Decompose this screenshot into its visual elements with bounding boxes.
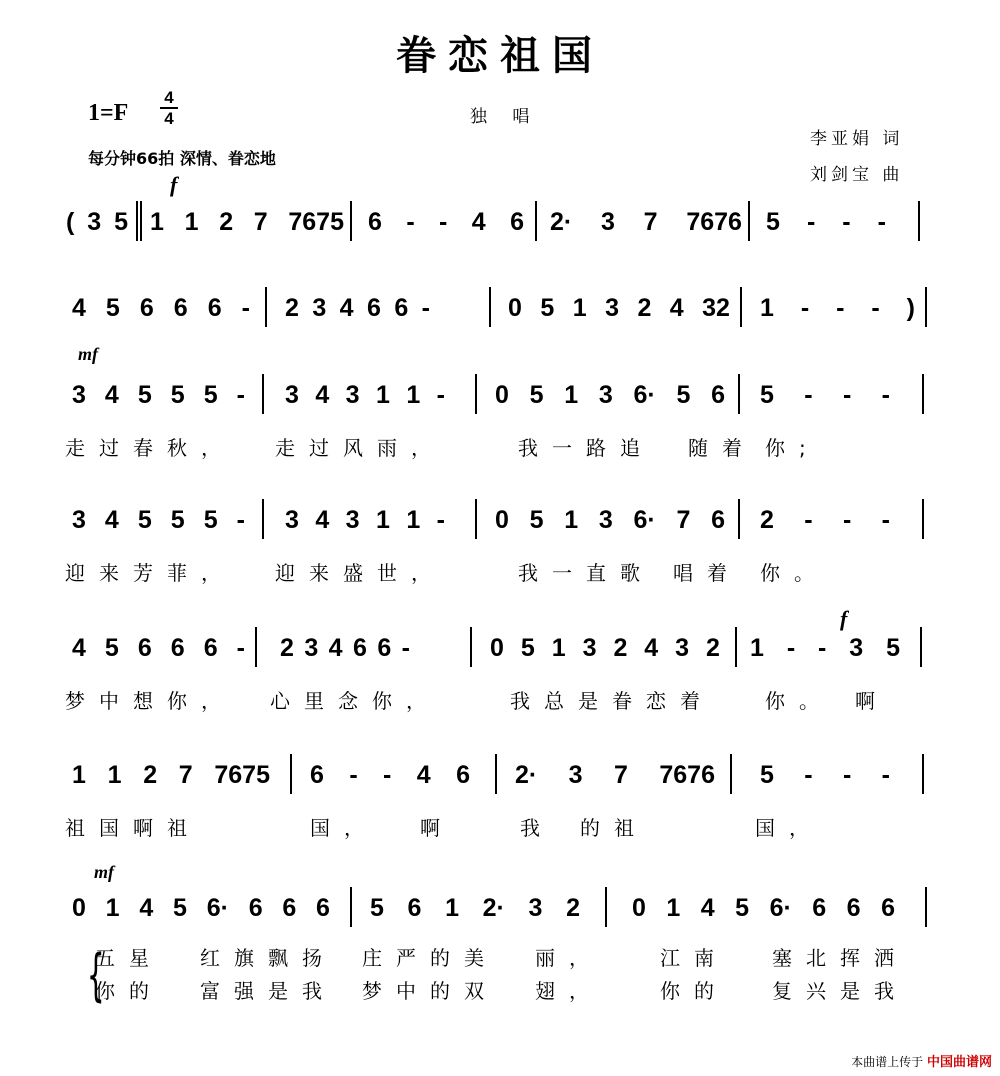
- note: 6: [248, 893, 263, 922]
- lyric: 我: [520, 816, 554, 840]
- dash: -: [439, 207, 448, 236]
- lyric: 走过风雨，: [275, 436, 445, 460]
- note: 5: [173, 893, 187, 922]
- note: 4: [669, 293, 684, 322]
- note: 5: [676, 380, 691, 409]
- measure: [760, 760, 890, 790]
- dash: -: [842, 207, 851, 236]
- note: 6: [203, 633, 218, 662]
- note: 4: [315, 380, 330, 409]
- lyric: 红旗飘扬: [200, 946, 336, 970]
- note: 6: [711, 380, 725, 409]
- dash: -: [401, 633, 410, 662]
- note: 1: [564, 380, 579, 409]
- measure: [285, 293, 430, 323]
- lyric: 国，: [310, 816, 378, 840]
- tempo-marking: 每分钟66拍 深情、眷恋地: [88, 149, 276, 168]
- barline: [748, 201, 750, 241]
- dash: -: [836, 293, 845, 322]
- note: 2: [285, 293, 299, 322]
- note: 6: [207, 293, 222, 322]
- note: 6: [711, 505, 725, 534]
- watermark-text: 本曲谱上传于: [851, 1055, 924, 1069]
- note: 0: [495, 380, 509, 409]
- note: 5: [203, 505, 218, 534]
- barline: [922, 499, 924, 539]
- barline: [265, 287, 267, 327]
- note: 6: [456, 760, 470, 789]
- note: 5: [735, 893, 750, 922]
- measure: [766, 207, 886, 237]
- note: 7: [253, 207, 268, 236]
- note: 4: [339, 293, 354, 322]
- note: 6: [366, 293, 381, 322]
- barline: [925, 287, 927, 327]
- dash: -: [881, 380, 890, 409]
- note: 1: [375, 380, 390, 409]
- note: 1: [760, 293, 774, 322]
- note: 6·: [206, 893, 229, 922]
- dynamic-mark: f: [170, 172, 178, 197]
- composer: 刘剑宝 曲: [810, 165, 904, 185]
- key-signature: 1=F: [88, 100, 129, 126]
- time-top: 4: [164, 88, 174, 107]
- song-title: 眷恋祖国: [396, 32, 604, 79]
- dash: -: [436, 380, 445, 409]
- note: 6: [881, 893, 895, 922]
- note: 6: [173, 293, 188, 322]
- measure: [370, 893, 580, 923]
- dash: -: [877, 207, 886, 236]
- note: 4: [104, 380, 119, 409]
- lyric-brace: {: [86, 943, 105, 1008]
- dynamic-mark: mf: [94, 862, 114, 882]
- parenthesis: (: [66, 207, 75, 236]
- note: 0: [508, 293, 522, 322]
- barline: [475, 374, 477, 414]
- note: 2·: [515, 760, 538, 789]
- dash: -: [786, 633, 796, 662]
- note: 3: [345, 380, 360, 409]
- note: 5: [766, 207, 780, 236]
- lyric-verse2: 你的: [660, 979, 728, 1003]
- lyric-verse2: 富强是我: [200, 979, 336, 1003]
- note: 1: [666, 893, 681, 922]
- performance-type: 独 唱: [470, 107, 540, 127]
- note: 5: [886, 633, 900, 662]
- dash: -: [881, 505, 890, 534]
- measure: [72, 380, 245, 410]
- note: 2·: [482, 893, 505, 922]
- lyric: 丽，: [535, 946, 603, 970]
- barline: [350, 201, 352, 241]
- note: 1: [406, 505, 421, 534]
- note: 3: [312, 293, 327, 322]
- measure: [495, 380, 725, 410]
- lyric: 啊: [855, 689, 889, 713]
- note: 3: [568, 760, 583, 789]
- measure: [495, 505, 725, 535]
- note: 3: [582, 633, 597, 662]
- lyric-verse2: 梦中的双: [362, 979, 498, 1003]
- note: 5: [520, 633, 535, 662]
- measure: [310, 760, 470, 790]
- note: 4: [328, 633, 343, 662]
- dash: -: [842, 760, 852, 789]
- note: 1: [184, 207, 199, 236]
- note: 4: [471, 207, 486, 236]
- note: 5: [760, 380, 774, 409]
- note: 7675: [214, 760, 270, 789]
- dash: -: [421, 293, 430, 322]
- note: 6: [368, 207, 382, 236]
- note: 7: [178, 760, 193, 789]
- note: 0: [490, 633, 504, 662]
- measure: [72, 293, 250, 323]
- note: 32: [702, 293, 730, 322]
- note: 3: [304, 633, 319, 662]
- lyric: 塞北挥洒: [772, 946, 908, 970]
- measure: [760, 380, 890, 410]
- note: 5: [203, 380, 218, 409]
- note: 1: [445, 893, 459, 922]
- lyric-verse2: 你的: [95, 979, 163, 1003]
- note: 7: [614, 760, 628, 789]
- watermark: [851, 1051, 992, 1070]
- barline: [730, 754, 732, 794]
- note: 1: [105, 893, 120, 922]
- barline: [489, 287, 491, 327]
- measure: [368, 207, 524, 237]
- lyric: 我一直歌: [518, 561, 654, 585]
- barline: [136, 201, 138, 241]
- note: 1: [564, 505, 579, 534]
- barline: [535, 201, 537, 241]
- note: 6: [310, 760, 324, 789]
- measure: [150, 207, 344, 237]
- lyric: 随着: [688, 436, 756, 460]
- barline: [255, 627, 257, 667]
- dash: -: [241, 293, 250, 322]
- note: 4: [644, 633, 659, 662]
- note: 5: [170, 380, 185, 409]
- note: 5: [370, 893, 384, 922]
- lyric: 祖国啊祖: [65, 816, 201, 840]
- measure: [280, 633, 410, 663]
- barline: [740, 287, 742, 327]
- note: 6: [139, 293, 154, 322]
- measure: [72, 633, 245, 663]
- lyric: 你。: [765, 689, 833, 713]
- note: 4: [72, 633, 86, 662]
- dash: -: [842, 505, 852, 534]
- lyric: 你;: [765, 436, 820, 460]
- barline: [920, 627, 922, 667]
- note: 0: [495, 505, 509, 534]
- note: 5: [170, 505, 185, 534]
- note: 5: [137, 380, 152, 409]
- dash: -: [236, 633, 245, 662]
- barline: [350, 887, 352, 927]
- lyric: 迎来盛世，: [275, 561, 445, 585]
- dash: -: [804, 760, 813, 789]
- lyric: 的祖: [580, 816, 648, 840]
- note: 0: [72, 893, 86, 922]
- note: 6: [510, 207, 524, 236]
- note: 1: [551, 633, 566, 662]
- note: 5: [529, 380, 544, 409]
- lyric: 走过春秋，: [65, 436, 235, 460]
- measure: [550, 207, 742, 237]
- measure: [72, 505, 245, 535]
- note: 3: [87, 207, 102, 236]
- barline: [922, 754, 924, 794]
- measure: [72, 893, 330, 923]
- lyric: 梦中想你，: [65, 689, 235, 713]
- dash: -: [349, 760, 358, 789]
- note: 5: [760, 760, 774, 789]
- note: 2: [760, 505, 774, 534]
- dash: -: [806, 207, 816, 236]
- lyric: 江南: [660, 946, 728, 970]
- lyric: 迎来芳菲，: [65, 561, 235, 585]
- note: 2: [219, 207, 234, 236]
- barline: [495, 754, 497, 794]
- note: 6·: [633, 380, 656, 409]
- note: 5: [137, 505, 152, 534]
- note: 4: [72, 293, 86, 322]
- note: 3: [605, 293, 619, 322]
- measure: [72, 760, 270, 790]
- note: 3: [72, 380, 86, 409]
- note: 3: [601, 207, 615, 236]
- barline: [918, 201, 920, 241]
- lyric: 我总是眷恋着: [510, 689, 714, 713]
- note: 7675: [288, 207, 344, 236]
- note: 1: [107, 760, 122, 789]
- time-bottom: 4: [160, 107, 178, 128]
- measure: [760, 505, 890, 535]
- measure: [490, 633, 720, 663]
- dash: -: [236, 505, 245, 534]
- note: 4: [104, 505, 119, 534]
- note: 6: [812, 893, 827, 922]
- note: 7: [676, 505, 691, 534]
- lyric-verse2: 复兴是我: [772, 979, 908, 1003]
- note: 5: [104, 633, 119, 662]
- barline: [605, 887, 607, 927]
- measure: [515, 760, 715, 790]
- note: 2: [706, 633, 720, 662]
- lyric: 庄严的美: [362, 946, 498, 970]
- note: 3: [849, 633, 864, 662]
- barline: [262, 374, 264, 414]
- barline: [738, 374, 740, 414]
- note: 1: [150, 207, 164, 236]
- lyric: 我一路追: [518, 436, 654, 460]
- dash: -: [842, 380, 852, 409]
- note: 5: [529, 505, 544, 534]
- note: 6·: [633, 505, 656, 534]
- note: 2: [613, 633, 628, 662]
- lyric: 国，: [755, 816, 823, 840]
- note: 6: [316, 893, 330, 922]
- note: 1: [750, 633, 764, 662]
- note: 6: [846, 893, 861, 922]
- note: 6: [352, 633, 367, 662]
- dash: -: [236, 380, 245, 409]
- note: 3: [528, 893, 543, 922]
- note: 2: [280, 633, 294, 662]
- note: 3: [675, 633, 690, 662]
- note: 7: [643, 207, 658, 236]
- dash: -: [871, 293, 880, 322]
- note: 3: [72, 505, 86, 534]
- barline: [470, 627, 472, 667]
- barline: [735, 627, 737, 667]
- note: 6: [377, 633, 392, 662]
- dash: -: [406, 207, 415, 236]
- note: 5: [114, 207, 128, 236]
- dash: -: [800, 293, 810, 322]
- lyricist: 李亚娟 词: [810, 129, 904, 149]
- barline: [925, 887, 927, 927]
- barline: [738, 499, 740, 539]
- note: 1: [375, 505, 390, 534]
- note: 6: [282, 893, 297, 922]
- note: 4: [139, 893, 154, 922]
- dash: -: [383, 760, 392, 789]
- measure: [508, 293, 730, 323]
- lyric: 啊: [420, 816, 454, 840]
- note: 0: [632, 893, 646, 922]
- measure: [632, 893, 895, 923]
- note: 6: [137, 633, 152, 662]
- dash: -: [881, 760, 890, 789]
- note: 2: [637, 293, 652, 322]
- dash: -: [804, 505, 813, 534]
- lyric: 你。: [760, 561, 828, 585]
- barline: [140, 201, 142, 241]
- dash: -: [818, 633, 827, 662]
- watermark-site: 中国曲谱网: [926, 1055, 992, 1070]
- dash: -: [436, 505, 445, 534]
- note: 6: [407, 893, 422, 922]
- note: 5: [540, 293, 555, 322]
- time-signature: [160, 88, 178, 128]
- note: 3: [285, 380, 299, 409]
- measure: [760, 293, 915, 323]
- note: 2: [143, 760, 158, 789]
- note: 4: [416, 760, 431, 789]
- note: 2·: [550, 207, 573, 236]
- measure: [285, 505, 445, 535]
- note: 7676: [686, 207, 742, 236]
- barline: [262, 499, 264, 539]
- note: 4: [315, 505, 330, 534]
- barline: [922, 374, 924, 414]
- dynamic-mark: mf: [78, 344, 98, 364]
- note: 5: [105, 293, 120, 322]
- lyric-verse2: 翅，: [535, 979, 603, 1003]
- lyric: 心里念你，: [270, 689, 440, 713]
- note: 3: [598, 380, 613, 409]
- measure: [66, 207, 128, 237]
- note: 3: [598, 505, 613, 534]
- note: 1: [72, 760, 86, 789]
- note: 6: [394, 293, 409, 322]
- note: 1: [572, 293, 587, 322]
- note: 7676: [659, 760, 715, 789]
- measure: [285, 380, 445, 410]
- note: 4: [700, 893, 715, 922]
- dash: -: [804, 380, 813, 409]
- dynamic-mark: f: [840, 606, 848, 631]
- note: 6·: [769, 893, 792, 922]
- note: 3: [345, 505, 360, 534]
- lyric: 五星: [95, 946, 163, 970]
- lyric: 唱着: [673, 561, 741, 585]
- measure: [750, 633, 900, 663]
- note: 3: [285, 505, 299, 534]
- note: 6: [170, 633, 185, 662]
- barline: [290, 754, 292, 794]
- note: 2: [566, 893, 580, 922]
- note: 1: [406, 380, 421, 409]
- parenthesis: ): [906, 293, 915, 322]
- barline: [475, 499, 477, 539]
